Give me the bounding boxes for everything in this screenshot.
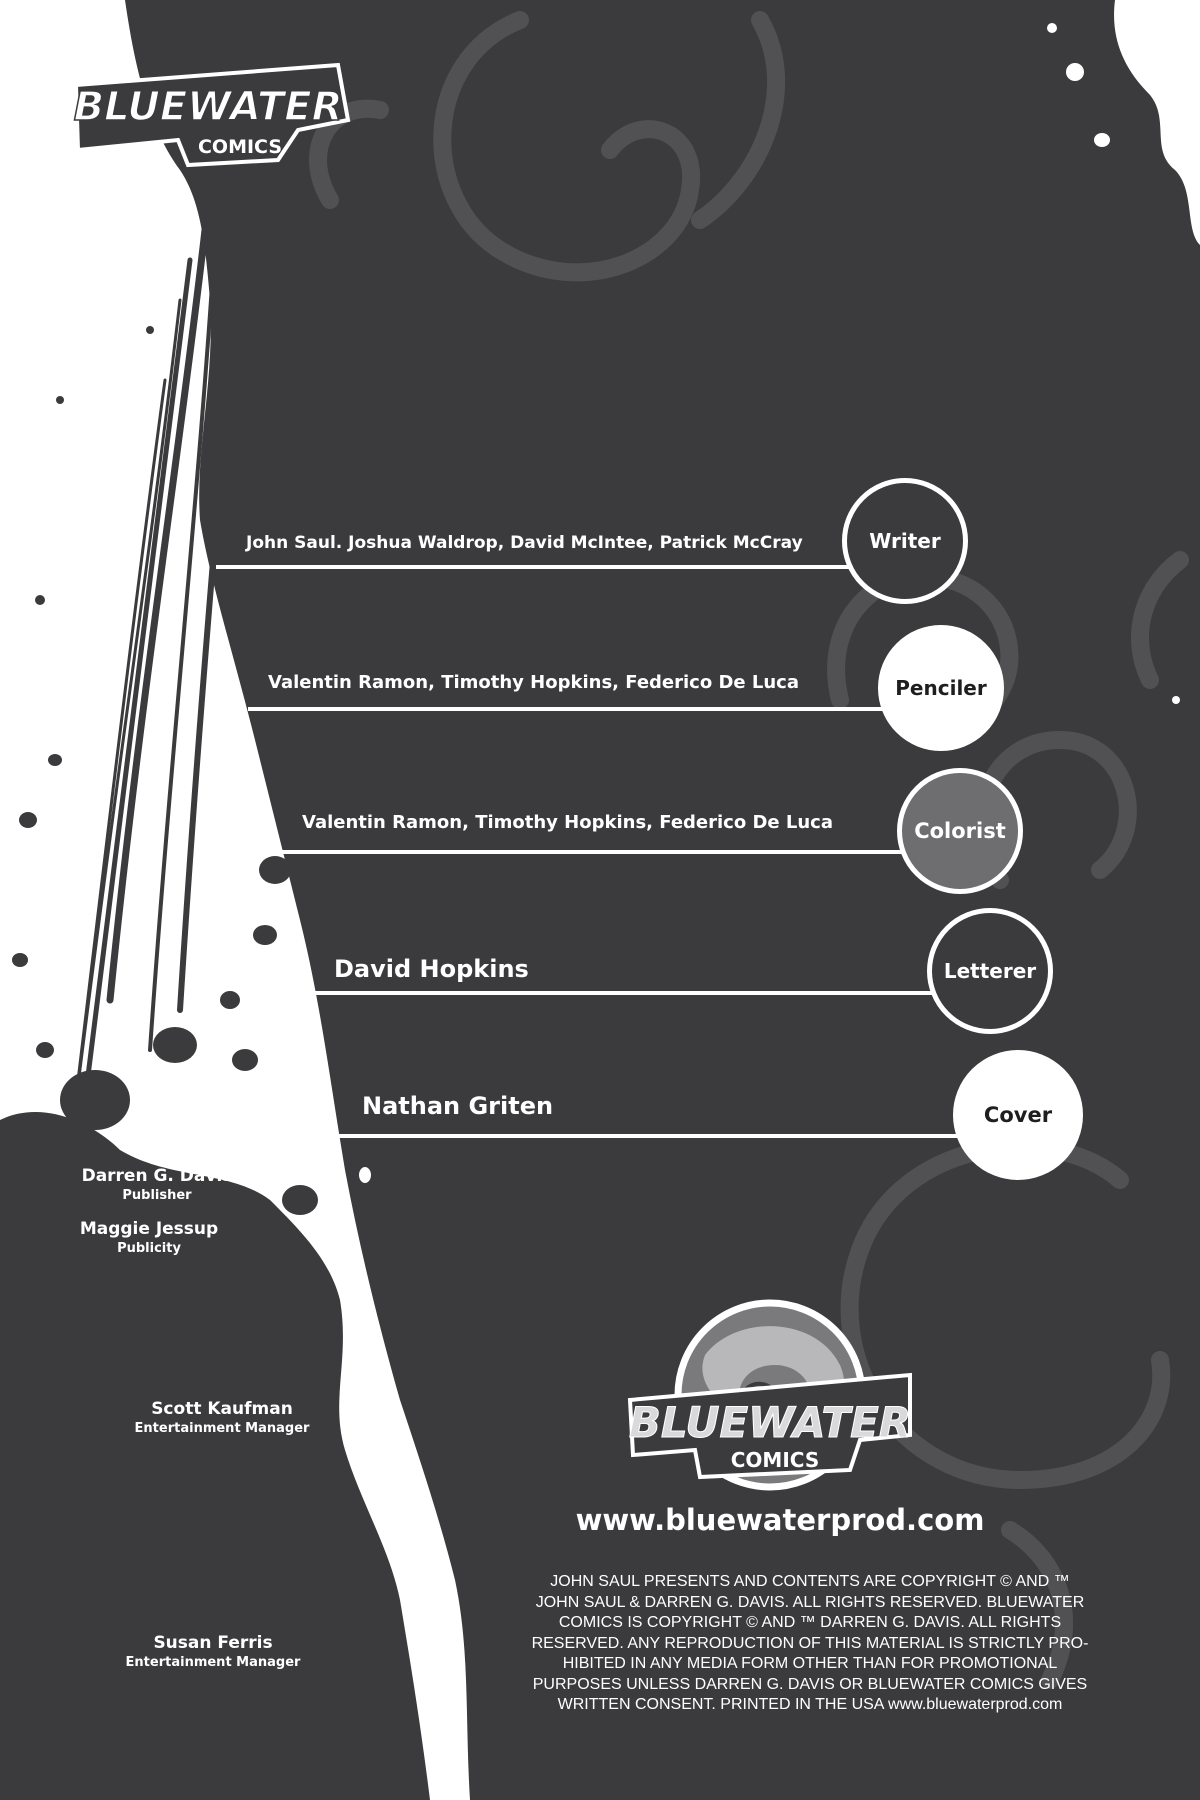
copyright-notice: JOHN SAUL PRESENTS AND CONTENTS ARE COPYRIGHT © AND ™ JOHN SAUL & DARREN G. DAVIS. ALL RIGHTS RESERVED. BLUEWATER COMICS IS COPYRIGHT © AND ™ DARREN G. DAVIS. ALL RIGHTS RESERVED. ANY REPRODUCTION OF THIS MATERIAL IS STRICTLY PRO-HIBITED IN ANY MEDIA FORM OTHER THAN FOR PROMOTIONAL PURPOSES UNLESS DARREN G. DAVIS OR BLUEWATER COMICS GIVES WRITTEN CONSENT. PRINTED IN THE USA www.bluewaterprod.com [531,1573,1089,1713]
credit-line-penciler [248,707,888,711]
role-circle-colorist [897,768,1023,894]
credit-line-writer [216,565,852,569]
role-circle-penciler [878,625,1004,751]
role-label-cover: Cover [983,1103,1053,1127]
staff-name-publisher: Darren G. Davis [81,1166,233,1186]
role-label-penciler: Penciler [895,676,987,700]
staff-name-entertainment-2: Susan Ferris [153,1633,273,1653]
role-label-writer: Writer [869,529,941,553]
staff-title-publisher: Publisher [122,1188,192,1203]
bluewater-logo-top [68,60,358,170]
credit-names-colorist: Valentin Ramon, Timothy Hopkins, Federico De Luca [302,812,833,833]
logo-center-sub: COMICS [730,1448,820,1472]
role-circle-writer [842,478,968,604]
staff-title-entertainment-1: Entertainment Manager [134,1421,310,1436]
logo-center-word: BLUEWATER [628,1398,912,1447]
credit-line-letterer [314,991,934,995]
logo-word: BLUEWATER [73,84,343,130]
bluewater-logo-center [625,1295,915,1510]
staff-title-entertainment-2: Entertainment Manager [125,1655,301,1670]
credit-names-penciler: Valentin Ramon, Timothy Hopkins, Federico De Luca [268,672,799,693]
website-url[interactable]: www.bluewaterprod.com [575,1503,985,1537]
staff-name-entertainment-1: Scott Kaufman [151,1399,293,1419]
role-label-letterer: Letterer [943,959,1037,983]
credit-names-letterer: David Hopkins [334,955,529,983]
credit-names-cover: Nathan Griten [362,1092,554,1120]
credit-line-colorist [282,850,907,854]
role-circle-letterer [927,908,1053,1034]
staff-title-publicity: Publicity [117,1241,181,1256]
credit-line-cover [338,1134,960,1138]
logo-sub: COMICS [197,136,283,158]
role-circle-cover [953,1050,1083,1180]
credit-names-writer: John Saul. Joshua Waldrop, David McIntee, Patrick McCray [246,533,803,553]
staff-name-publicity: Maggie Jessup [79,1219,219,1239]
role-label-colorist: Colorist [914,819,1006,843]
